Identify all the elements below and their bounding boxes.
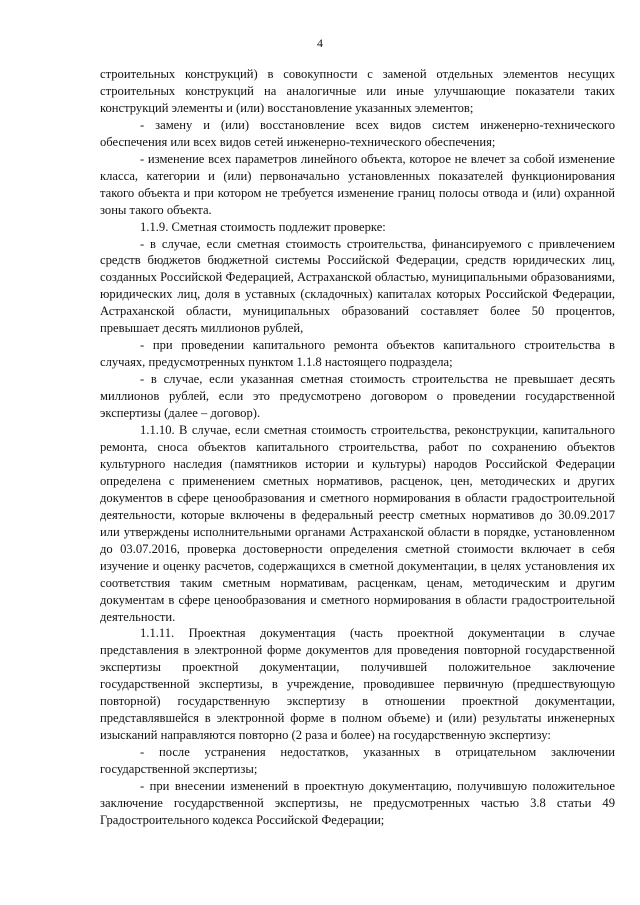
paragraph: - в случае, если указанная сметная стоимость строительства не превышает десять миллионов рублей, если это предусмотрено договором о проведении государственной экспертизы (далее – договор). xyxy=(100,372,615,421)
paragraph: - изменение всех параметров линейного объекта, которое не влечет за собой изменение класса, категории и (или) первоначально установленных показателей функционирования такого объекта и при котором не требуется изменение границ полосы отвода и (или) охранной зоны такого объекта. xyxy=(100,151,615,217)
document-body xyxy=(100,66,615,829)
paragraph: - замену и (или) восстановление всех видов систем инженерно-технического обеспечения или всех видов сетей инженерно-технического обеспечения; xyxy=(100,117,615,149)
paragraph: - при проведении капитального ремонта объектов капитального строительства в случаях, предусмотренных пунктом 1.1.8 настоящего подраздела; xyxy=(100,338,615,370)
paragraph: - в случае, если сметная стоимость строительства, финансируемого с привлечением средств бюджетов бюджетной системы Российской Федерации, средств юридических лиц, созданных Российской Федерацией, Астраханской областью, муниципальными образованиями, юридических лиц, доля в уставных (складочных) капиталах которых Российской Федерации, Астраханской области, муниципальных образований составляет более 50 процентов, превышает десять миллионов рублей, xyxy=(100,236,615,336)
page-number: 4 xyxy=(317,36,323,50)
paragraph: - после устранения недостатков, указанных в отрицательном заключении государственной экспертизы; xyxy=(100,745,615,777)
paragraph: строительных конструкций) в совокупности с заменой отдельных элементов несущих строительных конструкций на аналогичные или иные улучшающие показатели таких конструкций элементы и (или) восстановление указанных элементов; xyxy=(100,67,615,115)
section-1-1-10: 1.1.10. В случае, если сметная стоимость строительства, реконструкции, капитального ремонта, сноса объектов капитального строительства, работ по сохранению объектов культурного наследия (памятников истории и культуры) народов Российской Федерации определена с применением сметных нормативов, расценок, цен, методических и других документов в сфере ценообразования и сметного нормирования в области градостроительной деятельности, которые включены в федеральный реестр сметных нормативов до 30.09.2017 или утверждены исполнительными органами Астраханской области в порядке, установленном до 03.07.2016, проверка достоверности определения сметной стоимости включает в себя изучение и оценку расчетов, содержащихся в сметной документации, в целях установления их соответствия таким сметным нормативам, расценкам, ценам, методическим и другим документам в сфере ценообразования и сметного нормирования в области градостроительной деятельности. xyxy=(100,423,615,624)
section-1-1-11: 1.1.11. Проектная документация (часть проектной документации в случае представления в электронной форме документов для проведения повторной государственной экспертизы проектной документации, получившей положительное заключение государственной экспертизы, в учреждение, проводившее первичную (предшествующую повторной) государственную экспертизу в отношении проектной документации, представлявшейся в электронной форме в полном объеме) и (или) результаты инженерных изысканий направляются повторно (2 раза и более) на государственную экспертизу: xyxy=(100,626,615,743)
section-heading-1-1-9: 1.1.9. Сметная стоимость подлежит проверке: xyxy=(140,219,386,234)
paragraph: - при внесении изменений в проектную документацию, получившую положительное заключение государственной экспертизы, не предусмотренных частью 3.8 статьи 49 Градостроительного кодекса Российской Федерации; xyxy=(100,779,615,827)
